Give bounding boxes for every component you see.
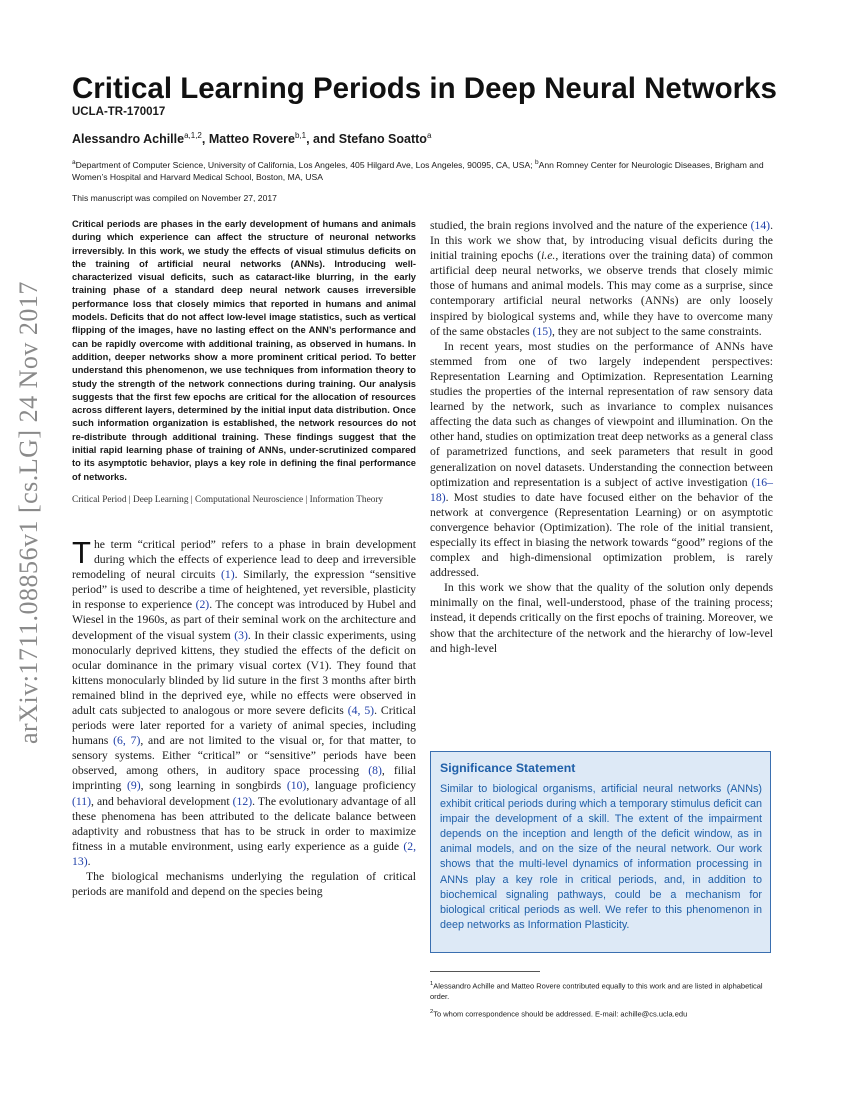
paper-title: Critical Learning Periods in Deep Neural Networks [72,72,777,105]
arxiv-identifier-stamp: arXiv:1711.08856v1 [cs.LG] 24 Nov 2017 [14,281,43,744]
affiliation-text: Department of Computer Science, University of California, Los Angeles, 405 Hilgard Ave, Los Angeles, 90095, CA, USA; [75,159,535,170]
left-column [72,218,416,899]
author-name: Matteo Rovere [208,132,295,147]
citation-link[interactable]: (2, 13) [72,839,416,868]
affiliation-text: Ann Romney Center for Neurologic Diseases, Brigham and Women’s Hospital and Harvard Medical School, Boston, MA, USA [72,159,764,183]
report-number: UCLA-TR-170017 [72,106,166,118]
citation-link[interactable]: (10) [286,779,307,793]
affiliation-mark: a [72,159,76,166]
body-paragraph: studied, the brain regions involved and the nature of the experience (14). In this work we show that, by introducing visual deficits during the initial training epochs (i.e., iterations over the training data) of common artificial deep neural networks, we observe trends that closely mimic those of humans and animal models. This may come as a surprise, since contemporary artificial neural networks (ANNs) are only loosely inspired by biological systems and, while they have to overcome many of the same obstacles (15), they are not subject to the same constraints. [430,219,774,338]
author-separator: , and [306,132,339,147]
footnote-mark: 2 [430,1008,434,1015]
citation-link[interactable]: (15) [532,324,553,338]
author-name: Stefano Soatto [338,132,427,147]
author-affiliation-marks: b,1 [294,131,307,140]
citation-link[interactable]: (1) [220,568,235,582]
footnotes [430,979,774,1024]
citation-link[interactable]: (9) [127,779,141,793]
citation-link[interactable]: (12) [232,794,253,808]
author-affiliation-marks: a [426,131,432,140]
abstract: Critical periods are phases in the early development of humans and animals during which experience can affect the structure of neuronal networks irreversibly. In this work, we study the effects of visual stimulus deficits on the training of artificial neural networks (ANNs). Introducing well-characterized visual deficits, such as cataract-like blurring, in the early training phase of a standard deep neural network causes irreversible performance loss that closely mimics that reported in humans and animal models. Deficits that do not affect low-level image statistics, such as vertical flipping of the images, have no lasting effect on the ANN’s performance and can be rapidly overcome with additional training, as observed in humans. In addition, deeper networks show a more prominent critical period. To better understand this phenomenon, we use techniques from information theory to study the strength of the network connections during training. Our analysis suggests that the first few epochs are critical for the allocation of resources across different layers, determined by the initial input data distribution. Once such information organization is established, the network resources do not re-distribute through additional training. These findings suggest that the initial rapid learning phase of training of ANNs, under-scrutinized compared to its asymptotic behavior, plays a key role in defining the final performance of networks. [72,219,416,482]
footnote-mark: 1 [430,981,434,987]
compiled-date-note: This manuscript was compiled on November 27, 2017 [72,193,277,203]
significance-title: Significance Statement [440,761,576,775]
citation-link[interactable]: (14) [750,219,771,232]
intro-paragraph [72,534,416,869]
intro-paragraph-text: he term “critical period” refers to a phase in brain development during which the effects of experience lead to deep and irreversible remodeling of neural circuits (1). Similarly, the expression “sensitive period” is used to describe a time of heightened, yet reversible, plasticity in response to experience (2). The concept was introduced by Hubel and Wiesel in the 1960s, as part of their seminal work on the architecture and development of the visual system (3). In their classic experiments, using monocularly deprived kittens, they studied the effects of the deficit on ocular dominance in the primary visual cortex (V1). They found that kittens monocularly blinded by lid suture in the first 3 months after birth remained blind in the deprived eye, while no effects were observed in adult cats subjected to analogous or more severe deficits (4, 5). Critical periods were later reported for a variety of animal species, including humans (6, 7), and are not limited to the visual or, for that matter, to sensory systems. Either “critical” or “sensitive” periods have been observed, among others, in auditory space processing (8), filial imprinting (9), song learning in songbirds (10), language proficiency (11), and behavioral development (12). The evolutionary advantage of all these phenomena has been attributed to the delicate balance between adaptivity and robustness that has to be struck in order to maximize fitness in a mutable environment, using early experience as a guide (2, 13). [72,537,416,868]
footnote [430,1007,774,1020]
citation-link[interactable]: (6, 7) [113,734,141,748]
citation-link[interactable]: (8) [368,764,382,778]
citation-link[interactable]: (4, 5) [347,703,375,717]
footnote-text: Alessandro Achille and Matteo Rovere contributed equally to this work and are listed in alphabetical order. [430,981,763,1001]
significance-statement-box [430,751,771,953]
drop-cap: T [72,534,91,570]
affiliations [72,157,772,184]
body-paragraph: The biological mechanisms underlying the regulation of critical periods are manifold and depend on the species being [72,870,416,899]
affiliation-mark: b [535,159,539,166]
author-separator: , [201,132,209,147]
author-name: Alessandro Achille [72,132,185,147]
right-column [430,218,773,656]
significance-text: Similar to biological organisms, artificial neural networks (ANNs) exhibit critical periods during which a temporary stimulus deficit can impair the development of a skill. The extent of the impairment depends on the inception and length of the deficit window, as in animal models, and on the size of the neural network. Our work shows that the multi-level dynamics of information processing in ANNs play a key role in critical periods, and, in addition to biochemical signaling pathways, could be a mechanism for biological critical periods as well. We refer to this phenomenon in deep networks as Information Plasticity. [440,783,762,931]
citation-link[interactable]: (2) [195,598,210,612]
footnote-text: To whom correspondence should be addressed. E-mail: achille@cs.ucla.edu [433,1009,688,1018]
citation-link[interactable]: (3) [234,628,248,642]
author-list [72,131,431,146]
footnote [430,979,774,1003]
author-affiliation-marks: a,1,2 [184,131,202,140]
keywords: Critical Period | Deep Learning | Computational Neuroscience | Information Theory [72,494,384,505]
italic-text: i.e. [541,249,556,263]
body-paragraph: In recent years, most studies on the performance of ANNs have stemmed from one of two largely independent perspectives: Representation Learning and Optimization. Representation Learning studies the properties of the internal representation of raw sensory data learned by the network, such as invariance to complex nuisances affecting the data such as changes of viewpoint and illumination. On the other hand, studies on optimization treat deep networks as a general class of parametrized functions, and seek parameters that result in good generalization on novel datasets. Understanding the connection between optimization and representation is a subject of active investigation (16–18). Most studies to date have focused either on the behavior of the network at convergence (Representation Learning) or on asymptotic convergence behavior (Optimization). The role of the initial transient, especially its effect in biasing the network towards “good” regions of the complex and high-dimensional optimization problem, is rarely addressed. [430,339,773,580]
citation-link[interactable]: (11) [72,794,92,808]
footnote-divider [430,971,540,972]
body-paragraph: In this work we show that the quality of the solution only depends minimally on the final, well-understood, phase of the training process; instead, it depends critically on the first epochs of training. Moreover, we show that the architecture of the network and the hierarchy of low-level and high-level [430,581,773,655]
citation-link[interactable]: (16–18) [430,475,773,504]
